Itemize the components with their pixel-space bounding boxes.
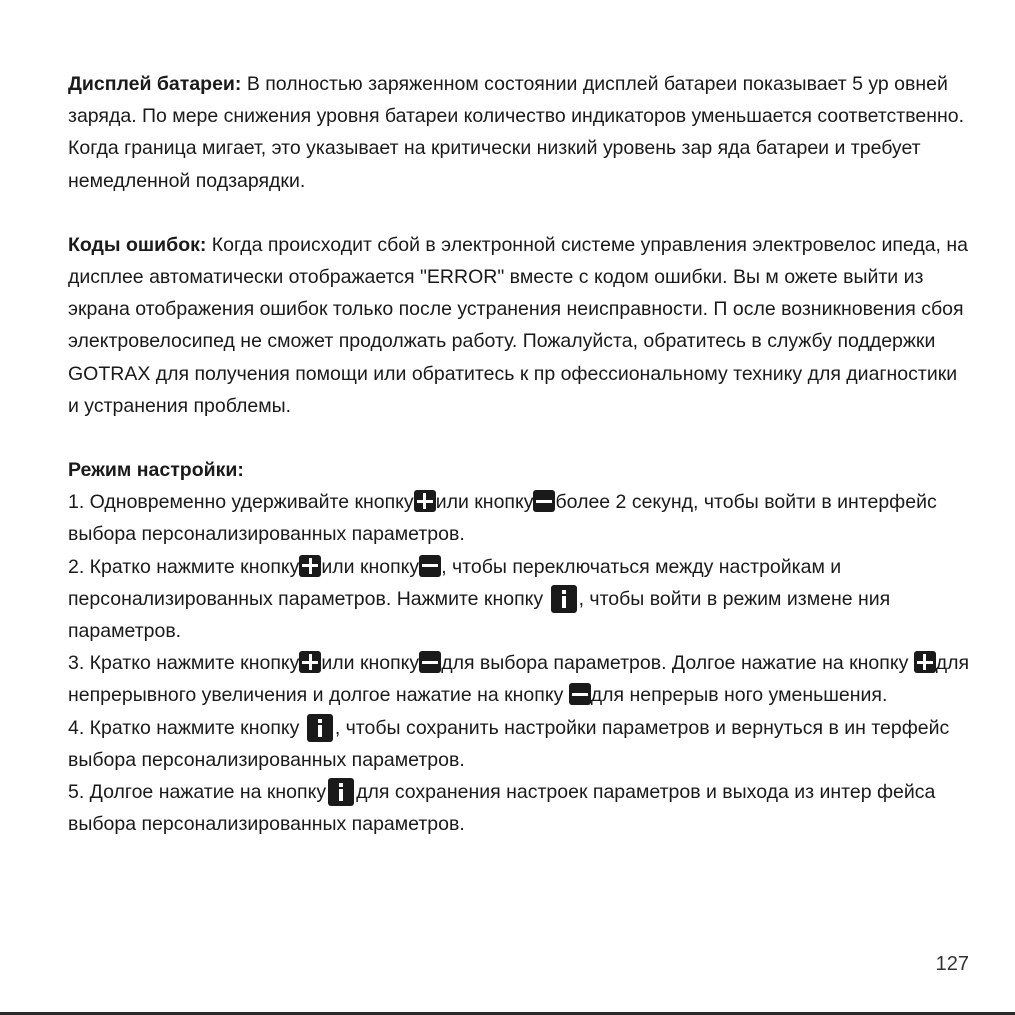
settings-step-5 (68, 776, 973, 840)
info-button-icon (328, 778, 354, 806)
error-codes-paragraph (68, 229, 973, 422)
plus-button-icon (299, 555, 321, 577)
battery-display-text: В полностью заряженном состоянии дисплей батареи показывает 5 ур овней заряда. По мере снижения уровня батареи количество индикаторов уменьшается соответственно. Когда граница мигает, это указывает на критически низкий уровень зар яда батареи и требует немедленной подзарядки. (68, 73, 965, 192)
battery-display-label: Дисплей батареи: (68, 73, 242, 95)
paragraph-spacer (68, 197, 973, 229)
plus-button-icon (414, 490, 436, 512)
plus-button-icon (914, 651, 936, 673)
step-2-text-c: , чтобы переключаться между настройкам и персонализированных параметров. Нажмите кнопку (68, 555, 842, 610)
step-3-text-a: 3. Кратко нажмите кнопку (68, 652, 300, 675)
error-codes-text: Когда происходит сбой в электронной системе управления электровелос ипеда, на дисплее автоматически отображается "ERROR" вместе с кодом ошибки. Вы м ожете выйти из экрана отображения ошибок только после устранения неисправности. П осле возникновения сбоя электровелосипед не сможет продолжать работу. Пожалуйста, обратитесь в службу поддержки GOTRAX для получения помощи или обратитесь к пр офессиональному технику для диагностики и устранения проблемы. (68, 233, 968, 417)
minus-button-icon (569, 683, 591, 705)
step-2-text-d: , чтобы войти в режим измене ния параметров. (68, 587, 891, 643)
step-3-text-d: для непрерывного увеличения и долгое нажатие на кнопку (68, 652, 970, 707)
step-1-text-b: или кнопку (435, 491, 534, 514)
step-4-text-b: , чтобы сохранить настройки параметров и вернуться в ин терфейс выбора персонализированных параметров. (68, 716, 950, 771)
settings-step-3 (68, 647, 973, 711)
minus-button-icon (419, 651, 441, 673)
info-button-icon (551, 585, 577, 613)
step-5-text-a: 5. Долгое нажатие на кнопку (68, 781, 327, 804)
step-4-text-a: 4. Кратко нажмите кнопку (68, 716, 300, 739)
settings-step-1 (68, 486, 973, 550)
step-3-text-b: или кнопку (321, 652, 420, 675)
step-2-text-b: или кнопку (321, 555, 420, 578)
settings-step-4 (68, 712, 973, 776)
step-3-text-e: для непрерыв ного уменьшения. (590, 684, 888, 707)
minus-button-icon (419, 555, 441, 577)
step-2-text-a: 2. Кратко нажмите кнопку (68, 555, 300, 578)
plus-button-icon (299, 651, 321, 673)
error-codes-label: Коды ошибок: (68, 233, 207, 256)
info-button-icon (307, 714, 333, 742)
manual-page-content (68, 68, 973, 840)
step-5-text-b: для сохранения настроек параметров и выхода из интер фейса выбора персонализированных параметров. (68, 781, 936, 836)
step-1-text-c: более 2 секунд, чтобы войти в интерфейс выбора персонализированных параметров. (68, 491, 937, 546)
battery-display-paragraph (68, 68, 973, 197)
settings-step-2 (68, 551, 973, 648)
page-number: 127 (935, 953, 969, 975)
step-1-text-a: 1. Одновременно удерживайте кнопку (68, 491, 414, 514)
settings-mode-title: Режим настройки: (68, 459, 244, 482)
step-3-text-c: для выбора параметров. Долгое нажатие на кнопку (441, 652, 909, 675)
minus-button-icon (533, 490, 555, 512)
paragraph-spacer (68, 422, 973, 454)
